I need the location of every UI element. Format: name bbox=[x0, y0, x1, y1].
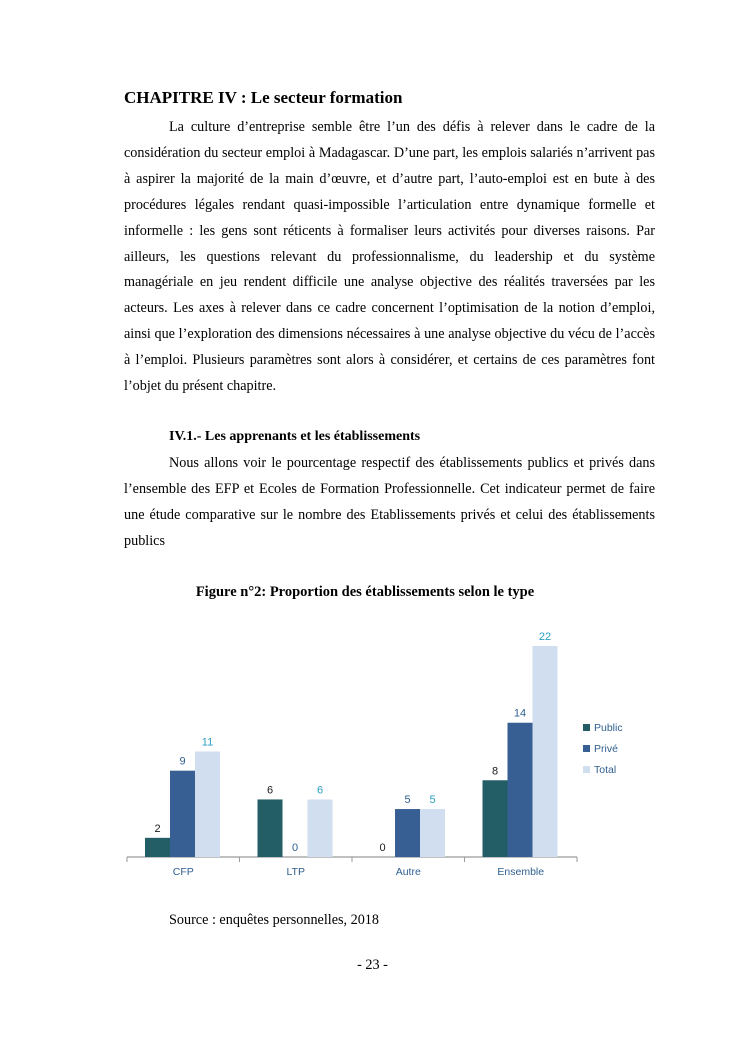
legend-label-privé: Privé bbox=[594, 743, 618, 755]
legend-label-public: Public bbox=[594, 722, 623, 734]
data-label: 6 bbox=[316, 784, 324, 797]
figure-title: Figure n°2: Proportion des établissements selon le type bbox=[195, 584, 535, 600]
legend-swatch-total bbox=[583, 766, 590, 773]
section-title: IV.1.- Les apprenants et les établissements bbox=[169, 429, 421, 444]
bar-cfp-total bbox=[195, 752, 220, 858]
data-label: 9 bbox=[179, 755, 186, 768]
data-label: 0 bbox=[291, 842, 299, 854]
bar-cfp-public bbox=[145, 838, 170, 857]
bar-cfp-privé bbox=[170, 771, 195, 857]
section-paragraph: Nous allons voir le pourcentage respectif des établissements publics et privés dans l’ensemble des EFP et Ecoles de Formation Professionnelle. Cet indicateur permet de faire une étude comparative sur le nombre des Etablissements privés et celui des établissements publics bbox=[124, 455, 655, 549]
bar-ensemble-privé bbox=[508, 723, 533, 857]
bar-ensemble-total bbox=[533, 646, 558, 857]
bar-autre-total bbox=[420, 809, 445, 857]
legend-label-total: Total bbox=[594, 764, 617, 776]
bar-ensemble-public bbox=[483, 780, 508, 857]
data-label: 5 bbox=[429, 794, 436, 807]
bar-ltp-total bbox=[308, 799, 333, 857]
chapter-title: CHAPITRE IV : Le secteur formation bbox=[124, 88, 403, 107]
legend-swatch-public bbox=[583, 724, 590, 731]
data-label: 22 bbox=[538, 631, 552, 643]
data-label: 6 bbox=[266, 784, 274, 797]
data-label: 11 bbox=[201, 736, 214, 749]
x-tick-label: CFP bbox=[172, 866, 194, 878]
data-label: 5 bbox=[404, 794, 411, 807]
x-tick-label: LTP bbox=[286, 866, 305, 878]
chapter-intro-paragraph: La culture d’entreprise semble être l’un des défis à relever dans le cadre de la considération du secteur emploi à Madagascar. D’une part, les emplois salariés n’arrivent pas à aspirer la majorité de la main d’œuvre, et d’autre part, l’auto-emploi est en bute à des procédures légales rendant quasi-impossible l’articulation entre dynamique formelle et informelle : les gens sont réticents à formaliser leurs activités pour diverses raisons. Par ailleurs, les questions relevant du professionnalisme, du leadership et du système managériale en jeu rendent difficile une analyse objective des réalités traversées par les acteurs. Les axes à relever dans ce cadre concernent l’optimisation de la notion d’emploi, ainsi que l’exploration des dimensions nécessaires à une analyse objective du vécu de l’accès à l’emploi. Plusieurs paramètres sont alors à considérer, et certains de ces paramètres font l’objet du présent chapitre. bbox=[124, 119, 655, 395]
page-number: - 23 - bbox=[357, 957, 388, 973]
x-tick-label: Autre bbox=[395, 866, 421, 878]
data-label: 0 bbox=[379, 842, 386, 854]
bar-ltp-public bbox=[258, 799, 283, 857]
x-tick-label: Ensemble bbox=[497, 866, 545, 878]
legend-swatch-privé bbox=[583, 745, 590, 752]
data-label: 14 bbox=[513, 707, 527, 720]
data-label: 8 bbox=[491, 765, 499, 778]
bar-autre-privé bbox=[395, 809, 420, 857]
bar-chart bbox=[110, 615, 650, 885]
figure-source: Source : enquêtes personnelles, 2018 bbox=[169, 912, 379, 928]
data-label: 2 bbox=[154, 822, 161, 835]
